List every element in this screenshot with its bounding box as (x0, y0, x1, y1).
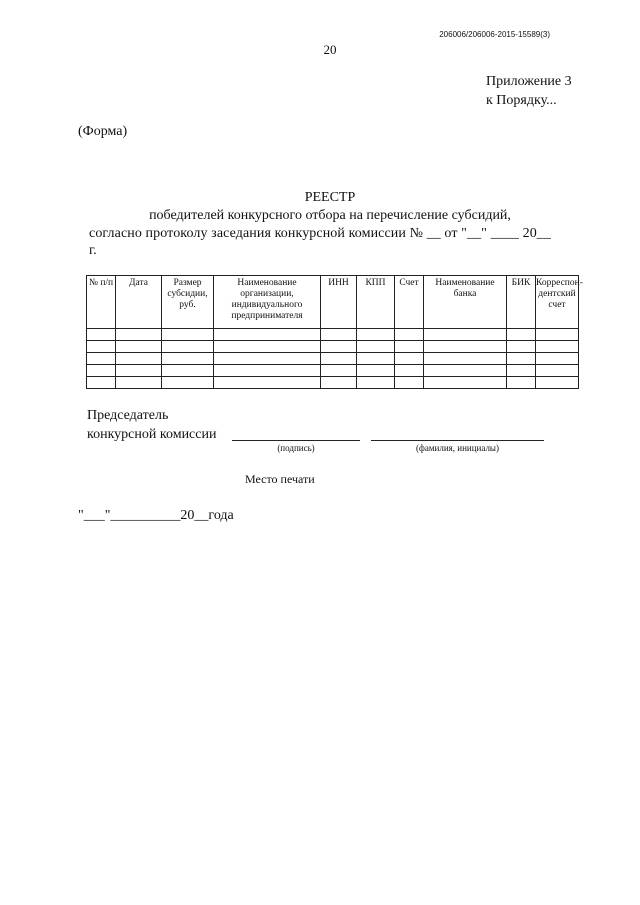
table-cell (536, 377, 579, 389)
form-label: (Форма) (78, 124, 128, 139)
table-cell (321, 341, 357, 353)
header-organization-name: Наименование организации, индивидуального предпринимателя (214, 276, 321, 329)
appendix-line-1: Приложение 3 (486, 74, 572, 89)
header-bank-name: Наименование банка (424, 276, 507, 329)
table-header-row (87, 276, 579, 329)
table-cell (536, 353, 579, 365)
table-cell (395, 329, 424, 341)
name-line (371, 440, 544, 441)
table-cell (116, 341, 162, 353)
registry-subtitle-1: победителей конкурсного отбора на перечисление субсидий, (149, 208, 511, 223)
table-cell (116, 365, 162, 377)
header-correspondent-account: Корреспон-дентский счет (536, 276, 579, 329)
table-cell (395, 353, 424, 365)
table-cell (214, 365, 321, 377)
table-cell (357, 341, 395, 353)
table-cell (214, 341, 321, 353)
table-row (87, 353, 579, 365)
registry-title: РЕЕСТР (304, 190, 356, 205)
table-cell (424, 365, 507, 377)
table-cell (214, 353, 321, 365)
chair-label-1: Председатель (87, 408, 169, 423)
header-kpp: КПП (357, 276, 395, 329)
table-cell (162, 365, 214, 377)
date-line: "___"__________20__года (78, 508, 234, 523)
table-cell (507, 365, 536, 377)
table-row (87, 377, 579, 389)
table-cell (507, 353, 536, 365)
table-cell (321, 353, 357, 365)
header-bik: БИК (507, 276, 536, 329)
table-cell (507, 329, 536, 341)
table-cell (116, 329, 162, 341)
table-cell (214, 329, 321, 341)
table-cell (321, 365, 357, 377)
chair-label-2: конкурсной комиссии (87, 427, 217, 442)
registry-subtitle-3: г. (89, 243, 97, 258)
table-cell (116, 353, 162, 365)
header-subsidy-amount: Размер субсидии, руб. (162, 276, 214, 329)
registry-table (86, 275, 583, 389)
table-cell (395, 341, 424, 353)
page-number: 20 (323, 42, 337, 57)
table-cell (395, 365, 424, 377)
document-id: 206006/206006-2015-15589(3) (439, 30, 550, 39)
header-account: Счет (395, 276, 424, 329)
table-cell (357, 365, 395, 377)
table-cell (116, 377, 162, 389)
table-cell (357, 329, 395, 341)
table-cell (162, 377, 214, 389)
table-cell (395, 377, 424, 389)
appendix-line-2: к Порядку... (486, 93, 557, 108)
table-cell (162, 329, 214, 341)
signature-line (232, 440, 360, 441)
table-cell (424, 377, 507, 389)
signature-caption: (подпись) (277, 443, 315, 453)
table-cell (357, 377, 395, 389)
table-cell (214, 377, 321, 389)
table-cell (424, 341, 507, 353)
table-cell (536, 365, 579, 377)
table-row (87, 341, 579, 353)
table-cell (162, 341, 214, 353)
table-cell (536, 329, 579, 341)
header-number: № п/п (87, 276, 116, 329)
table-body (87, 329, 579, 389)
header-inn: ИНН (321, 276, 357, 329)
table-row (87, 329, 579, 341)
table-cell (536, 341, 579, 353)
table-cell (321, 377, 357, 389)
stamp-label: Место печати (245, 472, 315, 486)
table-cell (162, 353, 214, 365)
table-cell (87, 365, 116, 377)
table-cell (87, 377, 116, 389)
appendix-reference (486, 72, 572, 110)
table-row (87, 365, 579, 377)
table-cell (87, 353, 116, 365)
registry-subtitle-2: согласно протоколу заседания конкурсной комиссии № __ от "__" ____ 20__ (89, 226, 551, 241)
table-cell (87, 329, 116, 341)
name-caption: (фамилия, инициалы) (416, 443, 499, 453)
table-cell (87, 341, 116, 353)
table-cell (424, 353, 507, 365)
table-cell (357, 353, 395, 365)
table-cell (507, 341, 536, 353)
table-cell (507, 377, 536, 389)
table-cell (321, 329, 357, 341)
table-cell (424, 329, 507, 341)
header-date: Дата (116, 276, 162, 329)
